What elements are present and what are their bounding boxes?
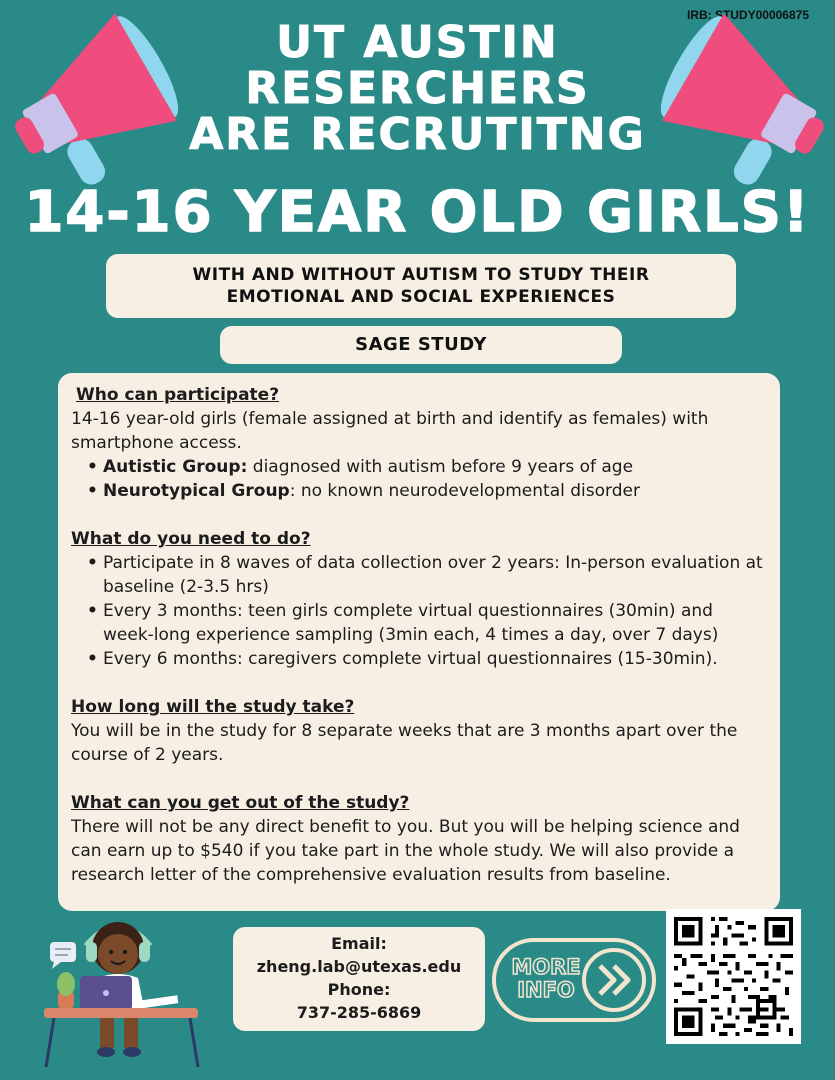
qr-code-icon [674, 917, 793, 1036]
more-info-button[interactable] [492, 938, 656, 1022]
email-link[interactable]: zheng.lab@utexas.edu [256, 957, 462, 976]
phone-label: Phone: [327, 980, 391, 999]
info-card [58, 373, 780, 911]
subtitle-box [106, 254, 736, 318]
list-item: • Every 6 months: caregivers complete virtual questionnaires (15-30min). [85, 647, 766, 671]
contact-box [233, 927, 485, 1031]
more-info-line-2: INFO [517, 978, 575, 1002]
group-list [85, 455, 766, 503]
list-item: • Every 3 months: teen girls complete virtual questionnaires (30min) and week-long experience sampling (3min each, 4 times a day, over 7 days) [85, 599, 766, 647]
who-heading: Who can participate? [76, 385, 280, 405]
headline-line-2: RESERCHERS [245, 63, 590, 114]
list-item [85, 455, 766, 479]
group-desc: : no known neurodevelopmental disorder [289, 481, 640, 501]
headline [0, 17, 835, 160]
big-title: 14-16 YEAR OLD GIRLS! [24, 180, 811, 245]
qr-code[interactable] [666, 909, 801, 1044]
more-info-label [510, 956, 582, 1002]
list-item [85, 479, 766, 503]
girl-at-laptop-illustration [40, 912, 205, 1070]
group-label: Neurotypical Group [103, 481, 290, 501]
more-info-line-1: MORE [511, 955, 581, 979]
group-desc: diagnosed with autism before 9 years of age [247, 457, 634, 477]
irb-number: IRB: STUDY00006875 [686, 8, 809, 22]
subtitle-line-1: WITH AND WITHOUT AUTISM TO STUDY THEIR [192, 265, 650, 285]
who-text: 14-16 year-old girls (female assigned at birth and identify as females) with smartphone access. [71, 409, 709, 453]
how-long-heading: How long will the study take? [71, 697, 355, 717]
headline-line-3: ARE RECRUTITNG [189, 109, 646, 160]
subtitle-line-2: EMOTIONAL AND SOCIAL EXPERIENCES [226, 287, 616, 307]
list-item: • Participate in 8 waves of data collection over 2 years: In-person evaluation at baseline (2-3.5 hrs) [85, 551, 766, 599]
headline-line-1: UT AUSTIN [276, 17, 559, 68]
phone-number[interactable]: 737-285-6869 [296, 1003, 422, 1022]
study-name: SAGE STUDY [220, 326, 622, 364]
benefit-text: There will not be any direct benefit to you. But you will be helping science and can earn up to $540 if you take part in the whole study. We will also provide a research letter of the comprehensive evaluation results from baseline. [71, 817, 740, 885]
what-heading: What do you need to do? [71, 529, 311, 549]
group-label: Autistic Group: [103, 457, 248, 477]
email-label: Email: [331, 934, 387, 953]
benefit-heading: What can you get out of the study? [71, 793, 410, 813]
how-long-text: You will be in the study for 8 separate weeks that are 3 months apart over the course of 2 years. [71, 721, 738, 765]
task-list [85, 551, 766, 671]
double-chevron-right-icon [582, 948, 646, 1012]
